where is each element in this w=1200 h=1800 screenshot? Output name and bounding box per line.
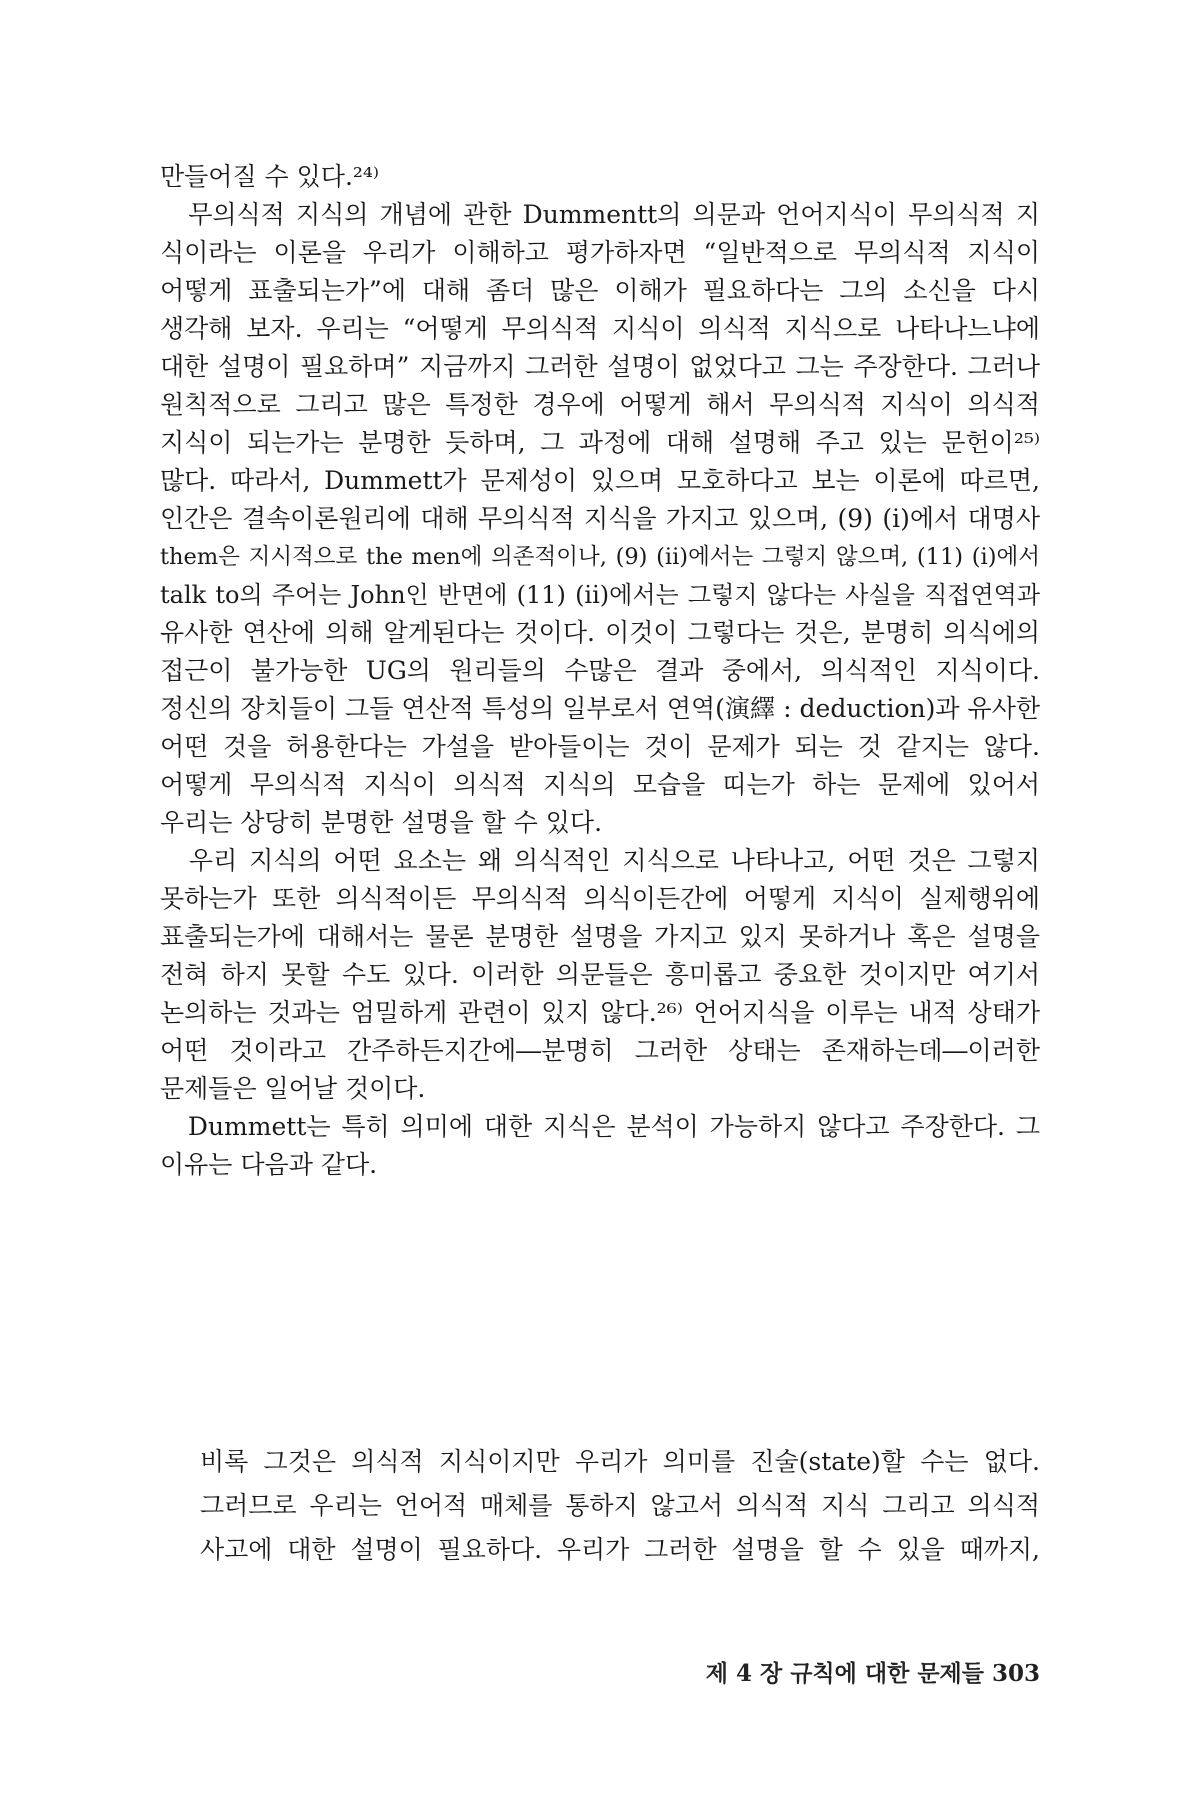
text-line: 인간은 결속이론원리에 대해 무의식적 지식을 가지고 있으며, (9) (i)에서 대명사 (160, 504, 1040, 533)
text-line: 대한 설명이 필요하며” 지금까지 그러한 설명이 없었다고 그는 주장한다. 그러나 (160, 352, 1040, 381)
text-line: 전혀 하지 못할 수도 있다. 이러한 의문들은 흥미롭고 중요한 것이지만 여기서 (160, 960, 1040, 989)
text-line: them은 지시적으로 the men에 의존적이나, (9) (ii)에서는 그렇지 않으며, (11) (i)에서 (160, 544, 1040, 570)
block-quote (200, 1440, 1040, 1572)
text-line: 표출되는가에 대해서는 물론 분명한 설명을 가지고 있지 못하거나 혹은 설명을 (160, 922, 1040, 951)
text-line: 어떻게 표출되는가”에 대해 좀더 많은 이해가 필요하다는 그의 소신을 다시 (160, 276, 1040, 305)
text-line: 이유는 다음과 같다. (160, 1150, 378, 1179)
text-line: 어떤 것이라고 간주하든지간에―분명히 그러한 상태는 존재하는데―이러한 (160, 1036, 1040, 1065)
text-line: 접근이 불가능한 UG의 원리들의 수많은 결과 중에서, 의식적인 지식이다. (160, 656, 1040, 685)
text-line: 지식이 되는가는 분명한 듯하며, 그 과정에 대해 설명해 주고 있는 문헌이²⁵⁾ (160, 428, 1040, 457)
text-line: 많다. 따라서, Dummett가 문제성이 있으며 모호하다고 보는 이론에 따르면, (160, 466, 1040, 495)
running-footer-page-number: 제 4 장 규칙에 대한 문제들 303 (705, 1660, 1040, 1687)
text-line: 못하는가 또한 의식적이든 무의식적 의식이든간에 어떻게 지식이 실제행위에 (160, 884, 1040, 913)
body-text (160, 158, 1040, 1184)
text-line: 어떻게 무의식적 지식이 의식적 지식의 모습을 띠는가 하는 문제에 있어서 (160, 770, 1040, 799)
text-line: 무의식적 지식의 개념에 관한 Dummentt의 의문과 언어지식이 무의식적 지 (160, 200, 1040, 229)
text-line: 우리 지식의 어떤 요소는 왜 의식적인 지식으로 나타나고, 어떤 것은 그렇지 (160, 846, 1040, 875)
text-line: 생각해 보자. 우리는 “어떻게 무의식적 지식이 의식적 지식으로 나타나느냐에 (160, 314, 1040, 343)
text-line: 정신의 장치들이 그들 연산적 특성의 일부로서 연역(演繹 : deduction)과 유사한 (160, 694, 1040, 723)
quote-line: 사고에 대한 설명이 필요하다. 우리가 그러한 설명을 할 수 있을 때까지, (200, 1535, 1040, 1564)
text-line: 논의하는 것과는 엄밀하게 관련이 있지 않다.²⁶⁾ 언어지식을 이루는 내적 상태가 (160, 998, 1040, 1027)
quote-line: 비록 그것은 의식적 지식이지만 우리가 의미를 진술(state)할 수는 없다. (200, 1447, 1040, 1476)
text-line: 문제들은 일어날 것이다. (160, 1074, 426, 1103)
text-line: talk to의 주어는 John인 반면에 (11) (ii)에서는 그렇지 않다는 사실을 직접연역과 (160, 581, 1040, 609)
text-line: 만들어질 수 있다.²⁴⁾ (160, 162, 380, 191)
text-line: 식이라는 이론을 우리가 이해하고 평가하자면 “일반적으로 무의식적 지식이 (160, 238, 1040, 267)
text-line: 유사한 연산에 의해 알게된다는 것이다. 이것이 그렇다는 것은, 분명히 의식에의 (160, 618, 1040, 647)
quote-line: 그러므로 우리는 언어적 매체를 통하지 않고서 의식적 지식 그리고 의식적 (200, 1491, 1040, 1520)
text-line: 어떤 것을 허용한다는 가설을 받아들이는 것이 문제가 되는 것 같지는 않다. (160, 732, 1040, 761)
text-line: 원칙적으로 그리고 많은 특정한 경우에 어떻게 해서 무의식적 지식이 의식적 (160, 390, 1040, 419)
text-line: 우리는 상당히 분명한 설명을 할 수 있다. (160, 808, 603, 837)
text-line: Dummett는 특히 의미에 대한 지식은 분석이 가능하지 않다고 주장한다. 그 (160, 1112, 1040, 1141)
